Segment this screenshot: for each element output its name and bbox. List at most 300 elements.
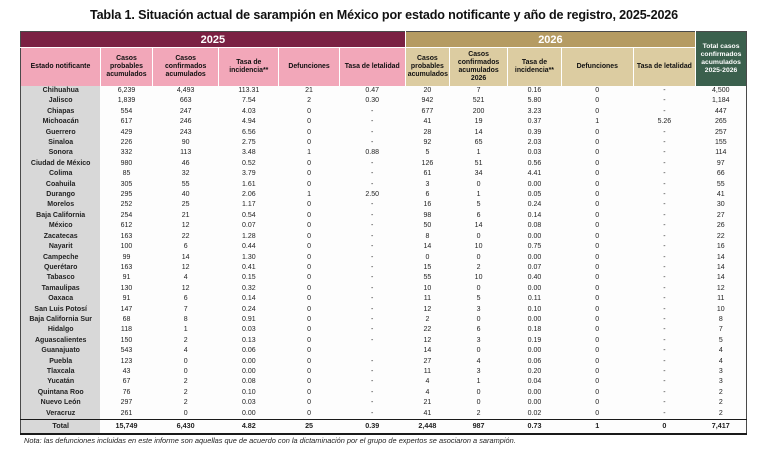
- value-cell: 126: [405, 159, 449, 169]
- value-cell: -: [633, 180, 695, 190]
- value-cell: 91: [100, 294, 152, 304]
- value-cell: 0: [279, 388, 339, 398]
- value-cell: 123: [100, 357, 152, 367]
- value-cell: 0: [153, 367, 219, 377]
- value-cell: 30: [696, 200, 747, 210]
- table-row: [21, 211, 747, 221]
- value-cell: 0: [561, 273, 633, 283]
- table-row: [21, 190, 747, 200]
- value-cell: 0.24: [219, 305, 279, 315]
- value-cell: 0: [561, 200, 633, 210]
- value-cell: 2.06: [219, 190, 279, 200]
- value-cell: 8: [696, 315, 747, 325]
- value-cell: 5: [405, 148, 449, 158]
- value-cell: 1: [450, 148, 508, 158]
- state-name-cell: Tabasco: [21, 273, 101, 283]
- value-cell: 4.94: [219, 117, 279, 127]
- value-cell: -: [339, 336, 405, 346]
- column-header: Casos confirmados acumulados: [153, 48, 219, 87]
- state-name-cell: Chihuahua: [21, 86, 101, 96]
- value-cell: 14: [696, 273, 747, 283]
- value-cell: 0.39: [508, 128, 562, 138]
- table-row: [21, 128, 747, 138]
- value-cell: -: [633, 294, 695, 304]
- value-cell: 0: [279, 367, 339, 377]
- value-cell: 0: [561, 336, 633, 346]
- value-cell: 12: [153, 284, 219, 294]
- column-header: Tasa de incidencia**: [219, 48, 279, 87]
- value-cell: 0.14: [508, 211, 562, 221]
- table-row: [21, 346, 747, 356]
- value-cell: 6: [450, 325, 508, 335]
- value-cell: 130: [100, 284, 152, 294]
- value-cell: -: [339, 325, 405, 335]
- value-cell: 2: [279, 96, 339, 106]
- value-cell: 7.54: [219, 96, 279, 106]
- value-cell: 25: [279, 420, 339, 434]
- value-cell: 0: [561, 138, 633, 148]
- table-row: [21, 107, 747, 117]
- value-cell: 0: [450, 346, 508, 356]
- value-cell: 612: [100, 221, 152, 231]
- table-row: [21, 242, 747, 252]
- value-cell: 0.00: [508, 388, 562, 398]
- value-cell: 2.75: [219, 138, 279, 148]
- value-cell: 7: [696, 325, 747, 335]
- state-name-cell: Puebla: [21, 357, 101, 367]
- value-cell: 1: [153, 325, 219, 335]
- year-band-row: [21, 32, 747, 48]
- value-cell: 0.91: [219, 315, 279, 325]
- value-cell: -: [339, 107, 405, 117]
- value-cell: 0: [561, 357, 633, 367]
- value-cell: -: [339, 263, 405, 273]
- value-cell: 0: [279, 211, 339, 221]
- value-cell: 3: [450, 305, 508, 315]
- value-cell: 1,184: [696, 96, 747, 106]
- value-cell: 0.00: [508, 346, 562, 356]
- state-name-cell: Oaxaca: [21, 294, 101, 304]
- value-cell: 4.82: [219, 420, 279, 434]
- value-cell: 5: [450, 294, 508, 304]
- value-cell: 297: [100, 398, 152, 408]
- value-cell: 0: [561, 325, 633, 335]
- value-cell: 0: [279, 159, 339, 169]
- value-cell: 1.17: [219, 200, 279, 210]
- value-cell: 4.41: [508, 169, 562, 179]
- value-cell: 0: [279, 357, 339, 367]
- value-cell: 0: [561, 315, 633, 325]
- value-cell: 617: [100, 117, 152, 127]
- value-cell: 6,239: [100, 86, 152, 96]
- value-cell: -: [633, 409, 695, 420]
- value-cell: 305: [100, 180, 152, 190]
- state-name-cell: Jalisco: [21, 96, 101, 106]
- value-cell: 0: [561, 190, 633, 200]
- value-cell: 65: [450, 138, 508, 148]
- value-cell: 5: [696, 336, 747, 346]
- value-cell: -: [339, 159, 405, 169]
- value-cell: 11: [405, 294, 449, 304]
- state-name-cell: Yucatán: [21, 377, 101, 387]
- value-cell: 0: [279, 200, 339, 210]
- value-cell: 6: [153, 294, 219, 304]
- value-cell: -: [633, 357, 695, 367]
- value-cell: 0.30: [339, 96, 405, 106]
- value-cell: 447: [696, 107, 747, 117]
- value-cell: 2: [696, 388, 747, 398]
- value-cell: 0: [450, 398, 508, 408]
- value-cell: 3: [450, 367, 508, 377]
- value-cell: -: [633, 253, 695, 263]
- value-cell: -: [339, 242, 405, 252]
- footnote: Nota: las defunciones incluidas en este informe son aquellas que de acuerdo con la dictaminación por el grupo de expertos se asociaron a sarampión.: [24, 436, 516, 445]
- table-row: [21, 232, 747, 242]
- column-header: Tasa de letalidad: [633, 48, 695, 87]
- value-cell: 2: [153, 377, 219, 387]
- state-name-cell: Michoacán: [21, 117, 101, 127]
- value-cell: 0: [561, 253, 633, 263]
- column-header-estado: Estado notificante: [21, 48, 101, 87]
- value-cell: 41: [405, 409, 449, 420]
- value-cell: 10: [696, 305, 747, 315]
- value-cell: -: [339, 409, 405, 420]
- value-cell: 5.26: [633, 117, 695, 127]
- value-cell: 11: [696, 294, 747, 304]
- table-row: [21, 263, 747, 273]
- value-cell: -: [339, 221, 405, 231]
- column-header: Casos probables acumulados: [405, 48, 449, 87]
- value-cell: 12: [405, 305, 449, 315]
- value-cell: 14: [696, 263, 747, 273]
- value-cell: 1: [450, 190, 508, 200]
- table-row: [21, 284, 747, 294]
- value-cell: 0.40: [508, 273, 562, 283]
- value-cell: 942: [405, 96, 449, 106]
- value-cell: -: [633, 148, 695, 158]
- value-cell: 0: [561, 211, 633, 221]
- state-name-cell: Baja California: [21, 211, 101, 221]
- value-cell: 91: [100, 273, 152, 283]
- table-row: [21, 377, 747, 387]
- value-cell: 41: [405, 117, 449, 127]
- value-cell: 226: [100, 138, 152, 148]
- value-cell: 0.00: [508, 284, 562, 294]
- value-cell: 0.05: [508, 190, 562, 200]
- value-cell: 0.00: [219, 357, 279, 367]
- value-cell: 0.18: [508, 325, 562, 335]
- state-name-cell: Chiapas: [21, 107, 101, 117]
- state-name-cell: Sonora: [21, 148, 101, 158]
- value-cell: -: [633, 242, 695, 252]
- value-cell: 4: [405, 377, 449, 387]
- value-cell: 6,430: [153, 420, 219, 434]
- value-cell: 61: [405, 169, 449, 179]
- value-cell: 41: [696, 190, 747, 200]
- value-cell: 97: [696, 159, 747, 169]
- value-cell: 10: [450, 242, 508, 252]
- state-name-cell: Campeche: [21, 253, 101, 263]
- value-cell: 118: [100, 325, 152, 335]
- value-cell: 14: [405, 242, 449, 252]
- value-cell: 0.00: [219, 367, 279, 377]
- value-cell: -: [633, 346, 695, 356]
- value-cell: -: [339, 180, 405, 190]
- value-cell: 8: [153, 315, 219, 325]
- value-cell: 0: [561, 221, 633, 231]
- value-cell: 10: [405, 284, 449, 294]
- value-cell: 2: [696, 409, 747, 420]
- value-cell: 51: [450, 159, 508, 169]
- value-cell: 0: [279, 398, 339, 408]
- value-cell: 0: [561, 107, 633, 117]
- value-cell: -: [633, 221, 695, 231]
- value-cell: 0: [279, 180, 339, 190]
- value-cell: 0: [279, 221, 339, 231]
- value-cell: 7,417: [696, 420, 747, 434]
- column-header: Tasa de letalidad: [339, 48, 405, 87]
- state-name-cell: Aguascalientes: [21, 336, 101, 346]
- value-cell: 0.75: [508, 242, 562, 252]
- value-cell: 12: [153, 263, 219, 273]
- value-cell: 0: [561, 263, 633, 273]
- value-cell: 265: [696, 117, 747, 127]
- value-cell: 0: [279, 128, 339, 138]
- value-cell: 4: [696, 346, 747, 356]
- measles-by-state-table: [20, 31, 747, 435]
- value-cell: 0: [279, 305, 339, 315]
- value-cell: 0.02: [508, 409, 562, 420]
- value-cell: 4.03: [219, 107, 279, 117]
- value-cell: -: [339, 273, 405, 283]
- value-cell: 2,448: [405, 420, 449, 434]
- value-cell: 0.41: [219, 263, 279, 273]
- value-cell: 2.03: [508, 138, 562, 148]
- value-cell: 1: [561, 117, 633, 127]
- value-cell: 0: [561, 305, 633, 315]
- value-cell: -: [339, 284, 405, 294]
- column-header: Tasa de incidencia**: [508, 48, 562, 87]
- value-cell: 0.88: [339, 148, 405, 158]
- value-cell: 4: [450, 357, 508, 367]
- value-cell: 12: [153, 221, 219, 231]
- value-cell: 76: [100, 388, 152, 398]
- state-name-cell: Morelos: [21, 200, 101, 210]
- value-cell: 4: [696, 357, 747, 367]
- value-cell: 0: [450, 284, 508, 294]
- year-2025-header: 2025: [21, 32, 406, 48]
- value-cell: 14: [450, 128, 508, 138]
- value-cell: -: [633, 96, 695, 106]
- value-cell: 200: [450, 107, 508, 117]
- value-cell: 14: [696, 253, 747, 263]
- value-cell: 0: [561, 377, 633, 387]
- value-cell: 0: [153, 357, 219, 367]
- value-cell: 2: [450, 263, 508, 273]
- value-cell: 0.11: [508, 294, 562, 304]
- value-cell: 22: [405, 325, 449, 335]
- value-cell: 0.08: [508, 221, 562, 231]
- state-name-cell: Tamaulipas: [21, 284, 101, 294]
- value-cell: 32: [153, 169, 219, 179]
- value-cell: 0: [279, 294, 339, 304]
- value-cell: 90: [153, 138, 219, 148]
- table-row: [21, 138, 747, 148]
- value-cell: 0: [279, 325, 339, 335]
- value-cell: 3: [450, 336, 508, 346]
- table-row: [21, 357, 747, 367]
- value-cell: 243: [153, 128, 219, 138]
- value-cell: 0: [405, 253, 449, 263]
- table-row: [21, 159, 747, 169]
- value-cell: 0.19: [508, 336, 562, 346]
- value-cell: 25: [153, 200, 219, 210]
- value-cell: 0.03: [508, 148, 562, 158]
- value-cell: 10: [450, 273, 508, 283]
- state-name-cell: Zacatecas: [21, 232, 101, 242]
- value-cell: 66: [696, 169, 747, 179]
- table-row: [21, 398, 747, 408]
- value-cell: 7: [450, 86, 508, 96]
- value-cell: 0: [561, 232, 633, 242]
- value-cell: 0.00: [508, 315, 562, 325]
- value-cell: [339, 346, 405, 356]
- value-cell: 429: [100, 128, 152, 138]
- value-cell: -: [339, 169, 405, 179]
- table-row: [21, 409, 747, 420]
- state-name-cell: Tlaxcala: [21, 367, 101, 377]
- value-cell: 0: [450, 253, 508, 263]
- state-name-cell: Nayarit: [21, 242, 101, 252]
- value-cell: 0.14: [219, 294, 279, 304]
- value-cell: 8: [405, 232, 449, 242]
- value-cell: 4: [405, 388, 449, 398]
- value-cell: -: [633, 398, 695, 408]
- value-cell: -: [339, 128, 405, 138]
- table-row: [21, 294, 747, 304]
- value-cell: -: [339, 305, 405, 315]
- value-cell: 0.32: [219, 284, 279, 294]
- value-cell: 247: [153, 107, 219, 117]
- value-cell: 5: [450, 200, 508, 210]
- value-cell: -: [339, 211, 405, 221]
- value-cell: 14: [153, 253, 219, 263]
- value-cell: -: [339, 367, 405, 377]
- value-cell: 0.20: [508, 367, 562, 377]
- value-cell: 15: [405, 263, 449, 273]
- value-cell: -: [633, 159, 695, 169]
- value-cell: 6.56: [219, 128, 279, 138]
- value-cell: 0.10: [508, 305, 562, 315]
- value-cell: 55: [405, 273, 449, 283]
- value-cell: 43: [100, 367, 152, 377]
- value-cell: 0.06: [219, 346, 279, 356]
- page-title: Tabla 1. Situación actual de sarampión en México por estado notificante y año de registro, 2025-2026: [89, 8, 679, 22]
- value-cell: -: [633, 315, 695, 325]
- value-cell: 67: [100, 377, 152, 387]
- column-header: Casos confirmados acumulados 2026: [450, 48, 508, 87]
- value-cell: -: [633, 128, 695, 138]
- value-cell: 1: [279, 148, 339, 158]
- value-cell: -: [633, 325, 695, 335]
- value-cell: 28: [405, 128, 449, 138]
- value-cell: -: [339, 357, 405, 367]
- value-cell: 0.03: [219, 398, 279, 408]
- value-cell: -: [339, 138, 405, 148]
- total-row: [21, 420, 747, 434]
- value-cell: -: [633, 190, 695, 200]
- table-row: [21, 253, 747, 263]
- value-cell: 3.23: [508, 107, 562, 117]
- value-cell: 3: [696, 367, 747, 377]
- value-cell: 14: [450, 221, 508, 231]
- table-row: [21, 273, 747, 283]
- value-cell: 5.80: [508, 96, 562, 106]
- table-row: [21, 200, 747, 210]
- value-cell: 0: [561, 242, 633, 252]
- state-name-cell: Nuevo León: [21, 398, 101, 408]
- value-cell: 0: [279, 107, 339, 117]
- value-cell: 980: [100, 159, 152, 169]
- measles-table-container: [20, 31, 747, 435]
- value-cell: 85: [100, 169, 152, 179]
- value-cell: 332: [100, 148, 152, 158]
- value-cell: 68: [100, 315, 152, 325]
- table-row: [21, 336, 747, 346]
- value-cell: 26: [696, 221, 747, 231]
- state-name-cell: Veracruz: [21, 409, 101, 420]
- value-cell: 3.79: [219, 169, 279, 179]
- value-cell: 0: [450, 232, 508, 242]
- value-cell: 254: [100, 211, 152, 221]
- value-cell: 677: [405, 107, 449, 117]
- value-cell: 987: [450, 420, 508, 434]
- total-column-header: Total casos confirmados acumulados 2025-2026: [696, 32, 747, 87]
- value-cell: 0: [561, 86, 633, 96]
- value-cell: 163: [100, 263, 152, 273]
- value-cell: -: [633, 388, 695, 398]
- value-cell: -: [633, 138, 695, 148]
- value-cell: 2: [405, 315, 449, 325]
- value-cell: 0: [279, 138, 339, 148]
- value-cell: 0: [450, 180, 508, 190]
- value-cell: 21: [153, 211, 219, 221]
- value-cell: 155: [696, 138, 747, 148]
- value-cell: 0: [561, 346, 633, 356]
- value-cell: 99: [100, 253, 152, 263]
- value-cell: 0.00: [219, 409, 279, 420]
- value-cell: 1: [561, 420, 633, 434]
- value-cell: 4,493: [153, 86, 219, 96]
- state-name-cell: Baja California Sur: [21, 315, 101, 325]
- value-cell: 1.28: [219, 232, 279, 242]
- value-cell: 6: [450, 211, 508, 221]
- value-cell: -: [633, 263, 695, 273]
- value-cell: 554: [100, 107, 152, 117]
- year-2026-header: 2026: [405, 32, 695, 48]
- table-row: [21, 180, 747, 190]
- state-name-cell: Durango: [21, 190, 101, 200]
- table-row: [21, 305, 747, 315]
- value-cell: 257: [696, 128, 747, 138]
- value-cell: 0: [561, 367, 633, 377]
- value-cell: 0: [279, 336, 339, 346]
- value-cell: 0.06: [508, 357, 562, 367]
- value-cell: 663: [153, 96, 219, 106]
- value-cell: -: [633, 336, 695, 346]
- value-cell: -: [633, 86, 695, 96]
- value-cell: 0: [279, 346, 339, 356]
